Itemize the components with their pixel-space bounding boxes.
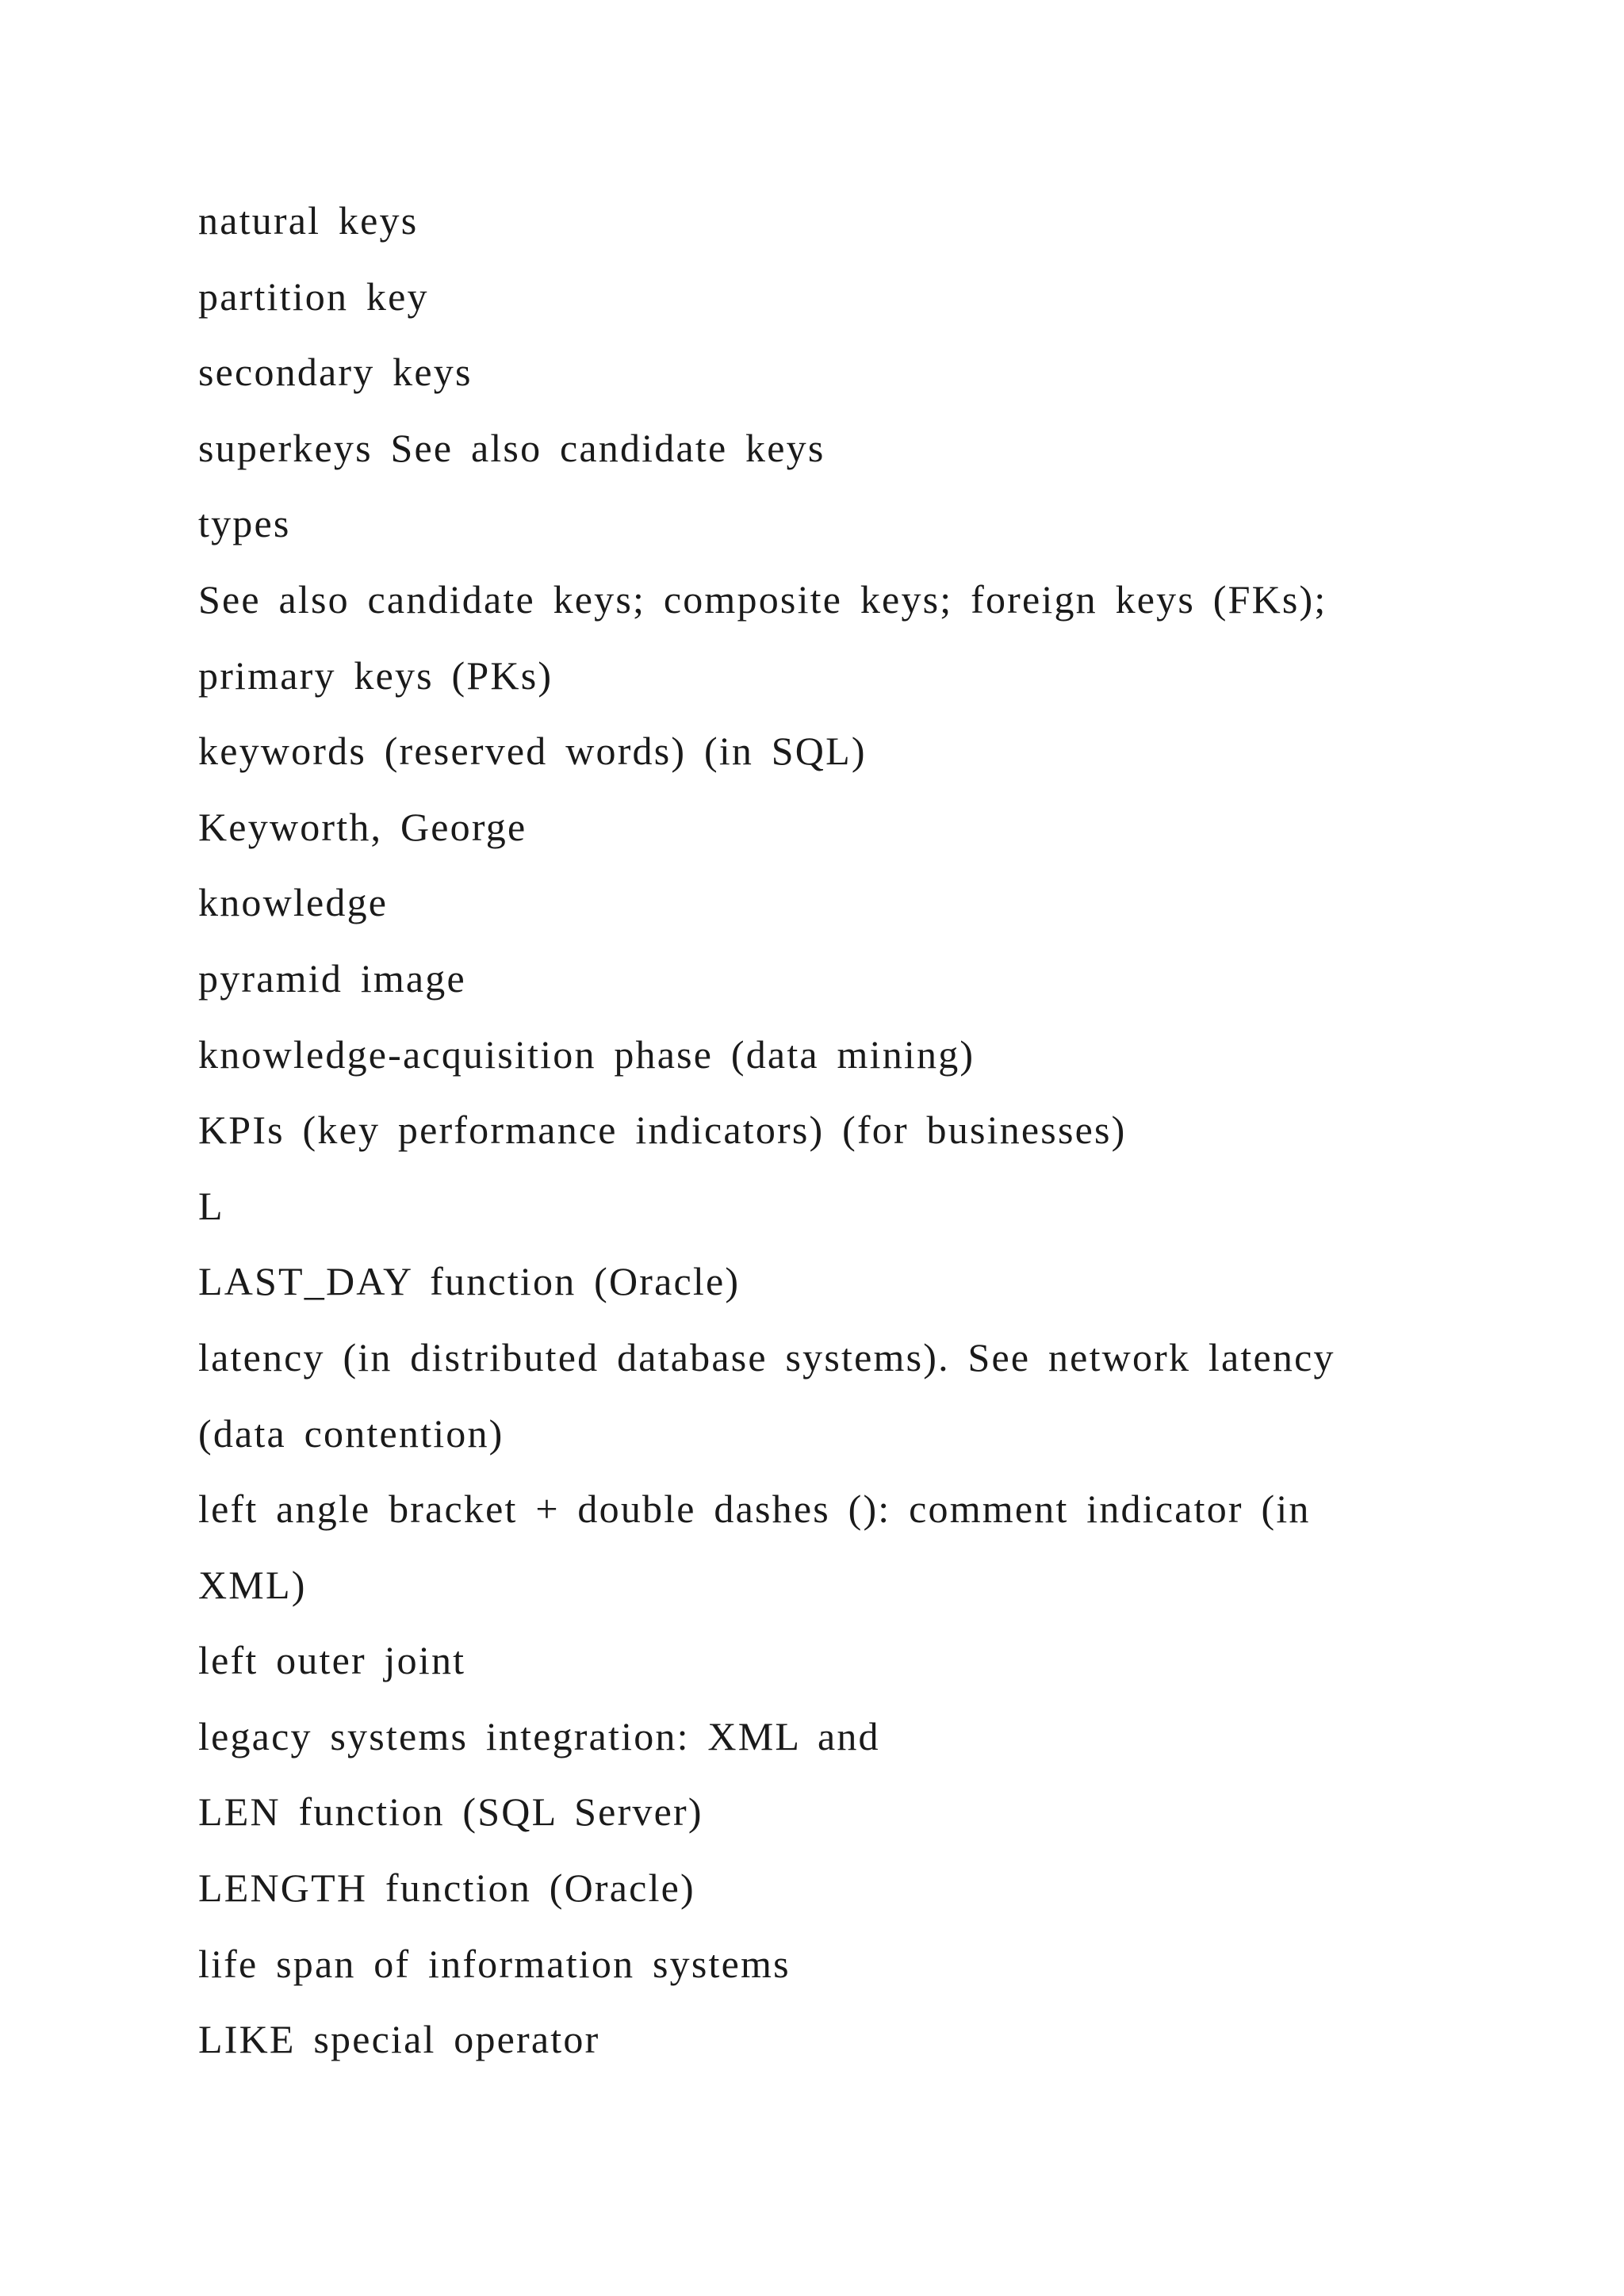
index-entry: knowledge bbox=[198, 880, 389, 925]
index-entry: legacy systems integration: XML and bbox=[198, 1713, 880, 1758]
index-entry: latency (in distributed database systems). See network latency bbox=[198, 1334, 1335, 1380]
index-entry: (data contention) bbox=[198, 1410, 504, 1456]
index-entry: LENGTH function (Oracle) bbox=[198, 1866, 695, 1911]
index-entry-list bbox=[198, 187, 1435, 2082]
index-entry: primary keys (PKs) bbox=[198, 652, 553, 698]
section-letter: L bbox=[198, 1183, 224, 1228]
index-entry: life span of information systems bbox=[198, 1941, 791, 1986]
index-entry: LAST_DAY function (Oracle) bbox=[198, 1259, 741, 1304]
index-entry: left angle bracket + double dashes (): comment indicator (in bbox=[198, 1487, 1311, 1532]
index-entry: natural keys bbox=[198, 198, 419, 243]
index-entry: partition key bbox=[198, 274, 429, 319]
index-entry: pyramid image bbox=[198, 955, 466, 1001]
index-entry: left outer joint bbox=[198, 1638, 466, 1683]
index-entry: keywords (reserved words) (in SQL) bbox=[198, 729, 867, 774]
index-entry: KPIs (key performance indicators) (for businesses) bbox=[198, 1108, 1127, 1153]
index-entry: superkeys See also candidate keys bbox=[198, 425, 825, 470]
index-entry: types bbox=[198, 501, 291, 546]
index-entry: knowledge-acquisition phase (data mining) bbox=[198, 1031, 975, 1077]
index-entry: XML) bbox=[198, 1562, 307, 1607]
index-entry: LEN function (SQL Server) bbox=[198, 1789, 703, 1835]
index-entry: See also candidate keys; composite keys; foreign keys (FKs); bbox=[198, 576, 1327, 622]
index-entry: secondary keys bbox=[198, 350, 473, 395]
index-entry: LIKE special operator bbox=[198, 2017, 600, 2062]
index-entry: Keyworth, George bbox=[198, 804, 527, 849]
